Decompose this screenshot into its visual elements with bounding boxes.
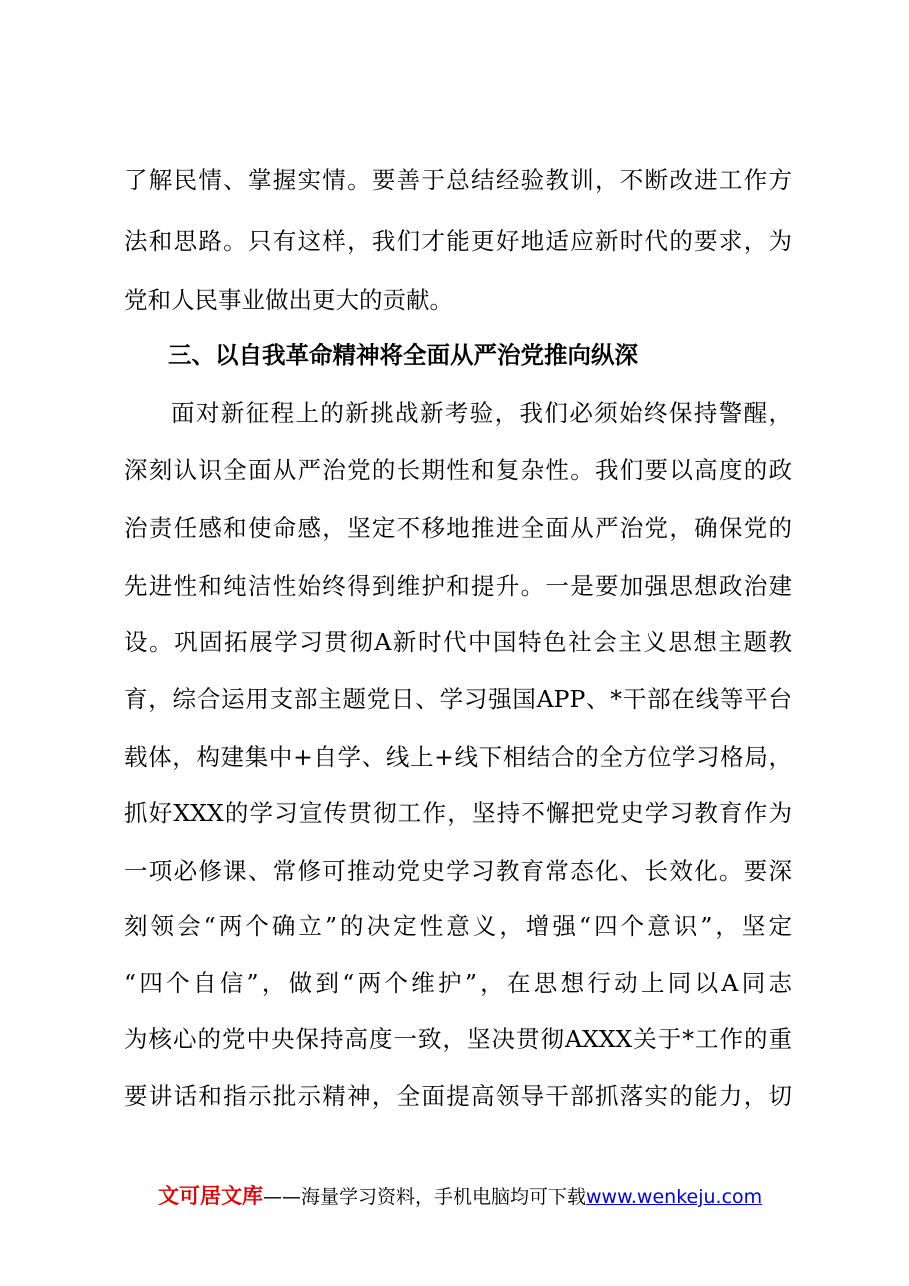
body-line: 面对新征程上的新挑战新考验，我们必须始终保持警醒， [171,399,792,427]
body-line: 育，综合运用支部主题党日、学习强国APP、*干部在线等平台 [124,685,792,713]
body-line: 党和人民事业做出更大的贡献。 [124,286,453,314]
body-line: “四个自信”，做到“两个维护”，在思想行动上同以A同志 [124,969,792,997]
body-line: 深刻认识全面从严治党的长期性和复杂性。我们要以高度的政 [124,456,792,484]
body-line: 要讲话和指示批示精神，全面提高领导干部抓落实的能力，切 [124,1082,792,1110]
body-line: 一项必修课、常修可推动党史学习教育常态化、长效化。要深 [124,857,792,885]
body-line: 法和思路。只有这样，我们才能更好地适应新时代的要求，为 [124,227,792,255]
body-line: 抓好XXX的学习宣传贯彻工作，坚持不懈把党史学习教育作为 [124,799,792,827]
body-line: 刻领会“两个确立”的决定性意义，增强“四个意识”，坚定 [124,912,792,940]
section-heading: 三、以自我革命精神将全面从严治党推向纵深 [168,341,638,369]
footer-slogan: ——海量学习资料，手机电脑均可下载 [263,1186,587,1208]
body-line: 了解民情、掌握实情。要善于总结经验教训，不断改进工作方 [124,166,792,194]
body-line: 设。巩固拓展学习贯彻A新时代中国特色社会主义思想主题教 [124,628,792,656]
footer-brand: 文可居文库 [158,1184,263,1208]
body-line: 为核心的党中央保持高度一致，坚决贯彻AXXX关于*工作的重 [124,1025,792,1053]
body-line: 载体，构建集中+自学、线上+线下相结合的全方位学习格局， [124,743,792,771]
body-line: 先进性和纯洁性始终得到维护和提升。一是要加强思想政治建 [124,572,792,600]
footer-banner [158,1183,762,1210]
footer-link[interactable]: www.wenkeju.com [586,1186,763,1208]
body-line: 治责任感和使命感，坚定不移地推进全面从严治党，确保党的 [124,514,792,542]
